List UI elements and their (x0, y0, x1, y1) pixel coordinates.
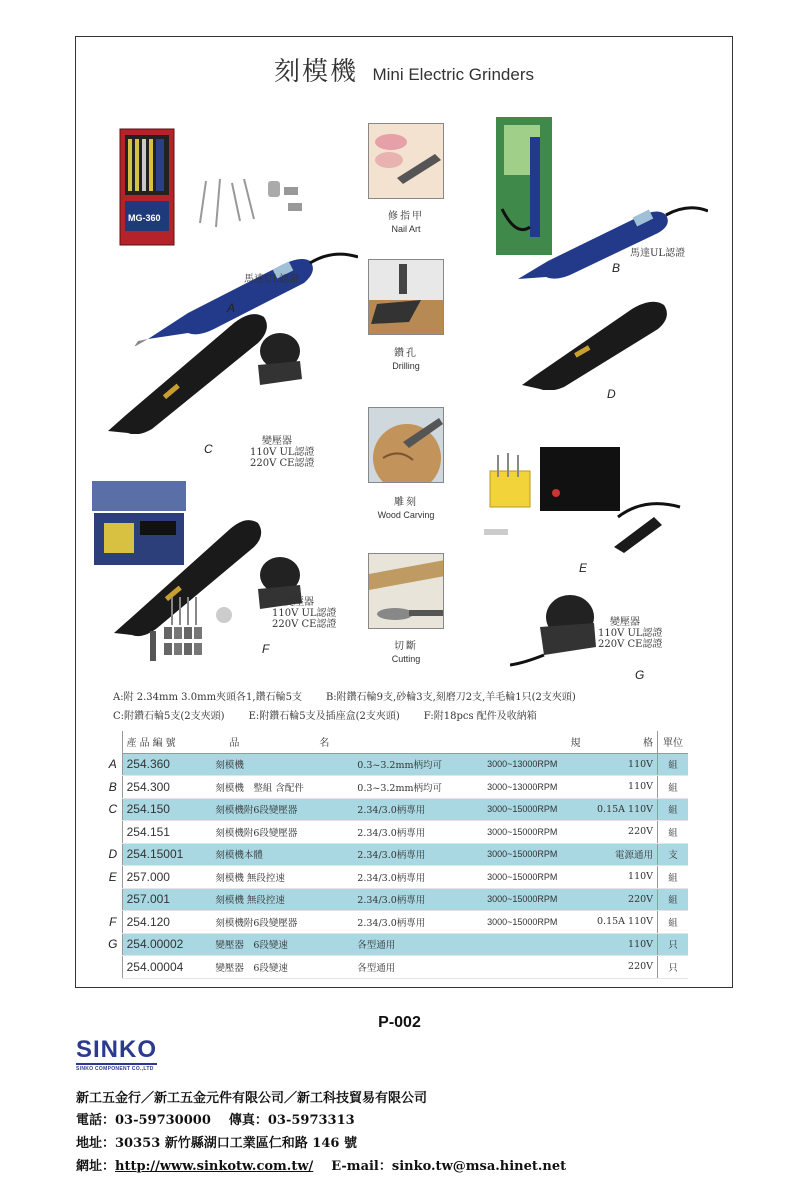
voltage-spec: 0.15A 110V (585, 911, 658, 934)
product-g-image (510, 593, 600, 669)
product-name: 刻模機附6段變壓器 (211, 798, 353, 821)
table-row (104, 911, 688, 934)
notes-line-1: A:附 2.34mm 3.0mm夾頭各1,鑽石輪5支 B:附鑽石輪9支,砂輪3支,刻磨刀2支,羊毛輪1只(2支夾頭) (113, 692, 576, 703)
chuck-spec: 2.34/3.0柄專用 (353, 866, 483, 889)
rpm-spec: 3000~15000RPM (483, 888, 584, 911)
product-g-letter: G (635, 668, 645, 682)
row-group-letter: C (108, 802, 118, 817)
product-c-letter: C (204, 442, 213, 456)
row-group-letter: B (108, 779, 117, 794)
product-name: 刻模機 (211, 753, 353, 776)
unit: 組 (658, 911, 688, 934)
product-g-label: 變壓器 110V UL認證 220V CE認證 (598, 617, 663, 650)
rpm-spec: 3000~15000RPM (483, 911, 584, 934)
logo-wordmark: SINKO (76, 1036, 158, 1063)
chuck-spec: 0.3~3.2mm柄均可 (353, 776, 483, 799)
unit: 組 (658, 821, 688, 844)
voltage-spec: 110V (585, 933, 658, 956)
catalog-frame (75, 36, 733, 988)
unit: 組 (658, 753, 688, 776)
voltage-spec: 電源通用 (585, 843, 658, 866)
table-row (104, 798, 688, 821)
product-name: 變壓器 6段變速 (211, 956, 353, 979)
product-code: 257.001 (122, 888, 211, 911)
unit: 只 (658, 956, 688, 979)
table-header-row (104, 731, 688, 753)
phone-number: 03-59730000 (115, 1113, 211, 1128)
rpm-spec: 3000~15000RPM (483, 843, 584, 866)
header-spec-b: 格 (585, 731, 658, 753)
nail-art-image (368, 123, 444, 199)
row-group-letter: A (108, 757, 117, 772)
row-group-letter: F (109, 914, 117, 929)
product-a-letter: A (227, 301, 236, 315)
product-code: 254.151 (122, 821, 211, 844)
chuck-spec: 2.34/3.0柄專用 (353, 911, 483, 934)
row-group-letter: D (108, 847, 118, 862)
chuck-spec: 各型通用 (353, 956, 483, 979)
product-f-accessories-image (136, 597, 246, 661)
rpm-spec (483, 956, 584, 979)
contact-web-email: 網址：http://www.sinkotw.com.tw/ E-mail：sinko.tw@msa.hinet.net (76, 1159, 567, 1174)
table-row (104, 821, 688, 844)
product-code: 254.120 (122, 911, 211, 934)
product-d-image (512, 295, 672, 390)
title-en: Mini Electric Grinders (372, 65, 534, 84)
use-drilling: 鑽孔 Drilling (392, 348, 420, 371)
product-e-letter: E (579, 561, 588, 575)
voltage-spec: 220V (585, 888, 658, 911)
page-number: P-002 (378, 1014, 421, 1031)
table-row (104, 956, 688, 979)
header-unit: 單位 (658, 731, 688, 753)
product-code: 257.000 (122, 866, 211, 889)
product-name: 刻模機 無段控速 (211, 866, 353, 889)
rpm-spec (483, 933, 584, 956)
unit: 支 (658, 843, 688, 866)
use-wood-carving: 雕刻 Wood Carving (377, 497, 435, 520)
unit: 組 (658, 866, 688, 889)
table-row (104, 843, 688, 866)
contact-phone-fax: 電話：03-59730000 傳真：03-5973313 (76, 1113, 355, 1128)
voltage-spec: 110V (585, 776, 658, 799)
fax-number: 03-5973313 (267, 1113, 355, 1128)
unit: 組 (658, 798, 688, 821)
voltage-spec: 220V (585, 821, 658, 844)
product-f-letter: F (262, 642, 270, 656)
wood-carving-image (368, 407, 444, 483)
cutting-image (368, 553, 444, 629)
rpm-spec: 3000~13000RPM (483, 776, 584, 799)
company-logo (76, 1037, 157, 1072)
notes-line-2: C:附鑽石輪5支(2支夾頭) E:附鑽石輪5支及插座盒(2支夾頭) F:附18pcs 配件及收納箱 (113, 711, 537, 722)
product-e-image (484, 437, 684, 557)
voltage-spec: 110V (585, 866, 658, 889)
table-row (104, 753, 688, 776)
row-group-letter (104, 821, 122, 844)
product-f-label: 變壓器 110V UL認證 220V CE認證 (272, 597, 337, 630)
title-zh: 刻模機 (273, 57, 358, 87)
table-row (104, 933, 688, 956)
chuck-spec: 各型通用 (353, 933, 483, 956)
table-row (104, 776, 688, 799)
spec-table-body (104, 753, 688, 978)
product-code: 254.150 (122, 798, 211, 821)
product-b-label: 馬達UL認證 (630, 248, 686, 259)
product-name: 刻模機 無段控速 (211, 888, 353, 911)
website-link[interactable]: http://www.sinkotw.com.tw/ (115, 1159, 314, 1174)
product-name: 刻模機附6段變壓器 (211, 911, 353, 934)
company-names: 新工五金行／新工五金元件有限公司／新工科技貿易有限公司 (76, 1091, 428, 1106)
spec-table (104, 731, 688, 979)
product-c-image (104, 299, 304, 434)
rpm-spec: 3000~13000RPM (483, 753, 584, 776)
rpm-spec: 3000~15000RPM (483, 821, 584, 844)
product-name: 刻模機本體 (211, 843, 353, 866)
product-code: 254.00002 (122, 933, 211, 956)
product-name: 刻模機附6段變壓器 (211, 821, 353, 844)
row-group-letter: G (108, 937, 118, 952)
product-code: 254.00004 (122, 956, 211, 979)
voltage-spec: 220V (585, 956, 658, 979)
use-nail-art: 修指甲 Nail Art (388, 211, 424, 234)
row-group-letter (104, 888, 122, 911)
row-group-letter (104, 956, 122, 979)
product-code: 254.360 (122, 753, 211, 776)
use-cutting: 切斷 Cutting (391, 641, 421, 664)
product-code: 254.15001 (122, 843, 211, 866)
rpm-spec: 3000~15000RPM (483, 798, 584, 821)
row-group-letter: E (108, 869, 117, 884)
chuck-spec: 2.34/3.0柄專用 (353, 843, 483, 866)
table-row (104, 866, 688, 889)
address-text: 30353 新竹縣湖口工業區仁和路 146 號 (115, 1136, 357, 1151)
chuck-spec: 0.3~3.2mm柄均可 (353, 753, 483, 776)
product-c-label: 變壓器 110V UL認證 220V CE認證 (250, 436, 315, 469)
table-row (104, 888, 688, 911)
voltage-spec: 110V (585, 753, 658, 776)
product-d-letter: D (607, 387, 616, 401)
product-code: 254.300 (122, 776, 211, 799)
header-spec-a: 規 (483, 731, 584, 753)
logo-subtitle: SINKO COMPONENT CO.,LTD (76, 1066, 154, 1072)
unit: 組 (658, 888, 688, 911)
product-a-label: 馬達UL認證 (244, 274, 300, 285)
product-name: 刻模機 整組 含配件 (211, 776, 353, 799)
chuck-spec: 2.34/3.0柄專用 (353, 821, 483, 844)
page-title (76, 51, 732, 88)
rpm-spec: 3000~15000RPM (483, 866, 584, 889)
chuck-spec: 2.34/3.0柄專用 (353, 798, 483, 821)
header-name: 品 名 (211, 731, 353, 753)
product-b-letter: B (612, 261, 621, 275)
product-name: 變壓器 6段變速 (211, 933, 353, 956)
unit: 只 (658, 933, 688, 956)
chuck-spec: 2.34/3.0柄專用 (353, 888, 483, 911)
drilling-image (368, 259, 444, 335)
email-text[interactable]: sinko.tw@msa.hinet.net (391, 1159, 567, 1174)
unit: 組 (658, 776, 688, 799)
contact-address: 地址：30353 新竹縣湖口工業區仁和路 146 號 (76, 1136, 357, 1151)
product-b-image (508, 187, 708, 282)
header-code: 產品編號 (122, 731, 211, 753)
product-a-box-label: MG-360 (128, 213, 161, 223)
voltage-spec: 0.15A 110V (585, 798, 658, 821)
